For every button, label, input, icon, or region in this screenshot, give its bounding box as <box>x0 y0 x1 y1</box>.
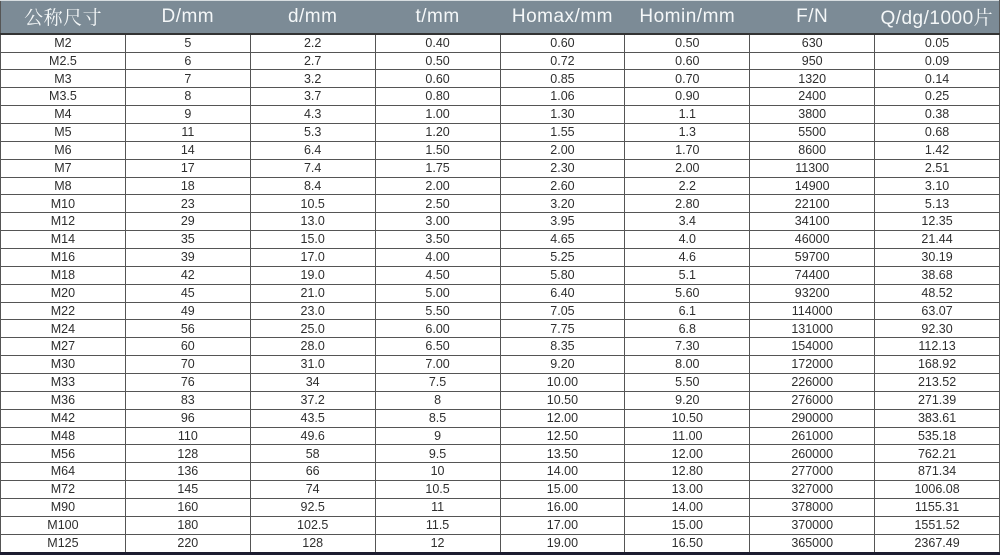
table-cell: M3.5 <box>1 88 126 106</box>
table-cell: M3 <box>1 70 126 88</box>
table-cell: 17.00 <box>500 516 625 534</box>
table-cell: 12.00 <box>500 409 625 427</box>
table-cell: 383.61 <box>875 409 1000 427</box>
table-cell: 16.50 <box>625 534 750 553</box>
table-cell: 1551.52 <box>875 516 1000 534</box>
table-cell: 37.2 <box>250 391 375 409</box>
table-row <box>1 409 1000 427</box>
table-cell: 630 <box>750 34 875 53</box>
table-cell: 3.2 <box>250 70 375 88</box>
table-cell: 276000 <box>750 391 875 409</box>
table-cell: 49 <box>125 302 250 320</box>
table-row <box>1 427 1000 445</box>
table-cell: 2.2 <box>625 177 750 195</box>
table-cell: 92.5 <box>250 499 375 517</box>
table-cell: 9.5 <box>375 445 500 463</box>
table-cell: 0.70 <box>625 70 750 88</box>
table-cell: M14 <box>1 231 126 249</box>
column-header-F-N: F/N <box>750 1 875 34</box>
table-row <box>1 88 1000 106</box>
table-cell: 11.00 <box>625 427 750 445</box>
table-cell: 10 <box>375 463 500 481</box>
table-cell: 1155.31 <box>875 499 1000 517</box>
table-cell: 290000 <box>750 409 875 427</box>
table-cell: 0.60 <box>375 70 500 88</box>
table-row <box>1 373 1000 391</box>
table-cell: M90 <box>1 499 126 517</box>
table-cell: 9.20 <box>625 391 750 409</box>
table-cell: 535.18 <box>875 427 1000 445</box>
table-cell: 63.07 <box>875 302 1000 320</box>
table-cell: 7.30 <box>625 338 750 356</box>
table-cell: 220 <box>125 534 250 553</box>
table-cell: 136 <box>125 463 250 481</box>
table-cell: 23 <box>125 195 250 213</box>
table-row <box>1 320 1000 338</box>
table-cell: 93200 <box>750 284 875 302</box>
table-cell: 4.0 <box>625 231 750 249</box>
table-cell: 28.0 <box>250 338 375 356</box>
table-cell: M22 <box>1 302 126 320</box>
table-cell: 6.1 <box>625 302 750 320</box>
table-cell: 365000 <box>750 534 875 553</box>
table-cell: 3.00 <box>375 213 500 231</box>
table-cell: 38.68 <box>875 266 1000 284</box>
table-cell: 2.2 <box>250 34 375 53</box>
table-cell: 128 <box>125 445 250 463</box>
table-cell: 114000 <box>750 302 875 320</box>
table-cell: 370000 <box>750 516 875 534</box>
table-cell: 1.06 <box>500 88 625 106</box>
table-cell: 6.40 <box>500 284 625 302</box>
table-cell: 5 <box>125 34 250 53</box>
table-cell: 5.00 <box>375 284 500 302</box>
table-cell: 15.00 <box>500 481 625 499</box>
table-cell: 5.1 <box>625 266 750 284</box>
table-cell: 2.7 <box>250 52 375 70</box>
table-cell: 15.0 <box>250 231 375 249</box>
table-cell: M20 <box>1 284 126 302</box>
table-cell: 21.44 <box>875 231 1000 249</box>
table-cell: 7.75 <box>500 320 625 338</box>
table-row <box>1 123 1000 141</box>
table-cell: M56 <box>1 445 126 463</box>
column-header-D-mm: D/mm <box>125 1 250 34</box>
table-cell: 7.4 <box>250 159 375 177</box>
table-cell: 13.00 <box>625 481 750 499</box>
table-cell: 3800 <box>750 106 875 124</box>
table-cell: 1.00 <box>375 106 500 124</box>
table-cell: 14900 <box>750 177 875 195</box>
column-header-t-mm: t/mm <box>375 1 500 34</box>
table-cell: 34100 <box>750 213 875 231</box>
table-cell: 6 <box>125 52 250 70</box>
table-header-row <box>1 1 1000 34</box>
column-header-d-mm: d/mm <box>250 1 375 34</box>
table-row <box>1 481 1000 499</box>
table-cell: M2 <box>1 34 126 53</box>
table-cell: 58 <box>250 445 375 463</box>
table-row <box>1 231 1000 249</box>
table-cell: 4.65 <box>500 231 625 249</box>
table-cell: 3.4 <box>625 213 750 231</box>
column-header-homax-mm: Homax/mm <box>500 1 625 34</box>
table-cell: 5.13 <box>875 195 1000 213</box>
table-cell: 1006.08 <box>875 481 1000 499</box>
table-cell: 21.0 <box>250 284 375 302</box>
table-cell: 0.72 <box>500 52 625 70</box>
table-cell: 14.00 <box>625 499 750 517</box>
table-cell: 3.7 <box>250 88 375 106</box>
table-cell: 1.50 <box>375 141 500 159</box>
table-cell: 226000 <box>750 373 875 391</box>
table-cell: 8.35 <box>500 338 625 356</box>
table-cell: 45 <box>125 284 250 302</box>
table-cell: 12 <box>375 534 500 553</box>
table-row <box>1 52 1000 70</box>
table-cell: M72 <box>1 481 126 499</box>
table-cell: 35 <box>125 231 250 249</box>
table-body <box>1 34 1000 554</box>
table-cell: 34 <box>250 373 375 391</box>
table-cell: 10.50 <box>625 409 750 427</box>
table-cell: 5500 <box>750 123 875 141</box>
table-cell: 0.38 <box>875 106 1000 124</box>
table-cell: 60 <box>125 338 250 356</box>
table-cell: 74 <box>250 481 375 499</box>
table-cell: 6.50 <box>375 338 500 356</box>
table-cell: 29 <box>125 213 250 231</box>
table-cell: 25.0 <box>250 320 375 338</box>
table-cell: 0.09 <box>875 52 1000 70</box>
table-cell: 871.34 <box>875 463 1000 481</box>
table-cell: 11.5 <box>375 516 500 534</box>
table-row <box>1 266 1000 284</box>
table-cell: 9.20 <box>500 356 625 374</box>
table-cell: 3.95 <box>500 213 625 231</box>
table-cell: 5.50 <box>375 302 500 320</box>
table-cell: M36 <box>1 391 126 409</box>
table-cell: 7.5 <box>375 373 500 391</box>
table-cell: 8.5 <box>375 409 500 427</box>
table-cell: 327000 <box>750 481 875 499</box>
table-cell: 154000 <box>750 338 875 356</box>
table-cell: 70 <box>125 356 250 374</box>
table-row <box>1 195 1000 213</box>
table-cell: 2.00 <box>500 141 625 159</box>
table-cell: 7.00 <box>375 356 500 374</box>
table-cell: 4.00 <box>375 248 500 266</box>
table-cell: 4.3 <box>250 106 375 124</box>
table-cell: M12 <box>1 213 126 231</box>
table-cell: 10.00 <box>500 373 625 391</box>
table-cell: 7 <box>125 70 250 88</box>
table-cell: 10.5 <box>250 195 375 213</box>
table-cell: 74400 <box>750 266 875 284</box>
table-cell: 66 <box>250 463 375 481</box>
table-cell: M33 <box>1 373 126 391</box>
table-cell: 8.4 <box>250 177 375 195</box>
table-cell: M100 <box>1 516 126 534</box>
table-cell: 9 <box>125 106 250 124</box>
table-cell: M27 <box>1 338 126 356</box>
table-cell: 0.80 <box>375 88 500 106</box>
table-cell: 83 <box>125 391 250 409</box>
table-cell: M7 <box>1 159 126 177</box>
table-cell: 11 <box>125 123 250 141</box>
table-cell: 19.00 <box>500 534 625 553</box>
table-cell: 59700 <box>750 248 875 266</box>
table-cell: 0.60 <box>500 34 625 53</box>
table-cell: M24 <box>1 320 126 338</box>
table-cell: 46000 <box>750 231 875 249</box>
table-cell: 0.90 <box>625 88 750 106</box>
table-cell: 42 <box>125 266 250 284</box>
table-cell: 2367.49 <box>875 534 1000 553</box>
table-cell: 8 <box>125 88 250 106</box>
table-cell: 1.1 <box>625 106 750 124</box>
table-cell: 1.55 <box>500 123 625 141</box>
table-cell: 15.00 <box>625 516 750 534</box>
table-cell: 17 <box>125 159 250 177</box>
table-cell: 2400 <box>750 88 875 106</box>
table-cell: 271.39 <box>875 391 1000 409</box>
table-row <box>1 177 1000 195</box>
table-cell: 0.85 <box>500 70 625 88</box>
table-row <box>1 302 1000 320</box>
table-cell: 0.50 <box>375 52 500 70</box>
table-cell: 12.00 <box>625 445 750 463</box>
table-cell: M5 <box>1 123 126 141</box>
table-row <box>1 391 1000 409</box>
table-cell: 8.00 <box>625 356 750 374</box>
table-cell: 10.50 <box>500 391 625 409</box>
table-cell: 172000 <box>750 356 875 374</box>
table-cell: 112.13 <box>875 338 1000 356</box>
table-row <box>1 284 1000 302</box>
table-cell: 31.0 <box>250 356 375 374</box>
table-row <box>1 499 1000 517</box>
table-cell: 2.60 <box>500 177 625 195</box>
column-header-homin-mm: Homin/mm <box>625 1 750 34</box>
table-cell: 6.00 <box>375 320 500 338</box>
table-cell: 110 <box>125 427 250 445</box>
table-cell: 0.40 <box>375 34 500 53</box>
table-cell: 43.5 <box>250 409 375 427</box>
table-row <box>1 141 1000 159</box>
table-cell: 5.50 <box>625 373 750 391</box>
table-cell: M2.5 <box>1 52 126 70</box>
table-cell: 5.60 <box>625 284 750 302</box>
table-row <box>1 516 1000 534</box>
table-cell: M30 <box>1 356 126 374</box>
table-cell: 5.3 <box>250 123 375 141</box>
table-cell: 6.4 <box>250 141 375 159</box>
table-cell: 12.80 <box>625 463 750 481</box>
table-row <box>1 213 1000 231</box>
table-cell: 2.80 <box>625 195 750 213</box>
table-cell: 23.0 <box>250 302 375 320</box>
table-cell: 9 <box>375 427 500 445</box>
table-cell: M64 <box>1 463 126 481</box>
table-cell: 1.30 <box>500 106 625 124</box>
table-cell: 0.68 <box>875 123 1000 141</box>
table-cell: 3.50 <box>375 231 500 249</box>
table-cell: 7.05 <box>500 302 625 320</box>
table-row <box>1 338 1000 356</box>
table-cell: 49.6 <box>250 427 375 445</box>
table-cell: 2.51 <box>875 159 1000 177</box>
table-cell: M48 <box>1 427 126 445</box>
column-header-nominal-size: 公称尺寸 <box>1 1 126 34</box>
table-cell: M42 <box>1 409 126 427</box>
table-cell: 11300 <box>750 159 875 177</box>
table-cell: 261000 <box>750 427 875 445</box>
table-cell: 180 <box>125 516 250 534</box>
table-cell: 950 <box>750 52 875 70</box>
table-row <box>1 463 1000 481</box>
table-cell: M4 <box>1 106 126 124</box>
table-cell: 762.21 <box>875 445 1000 463</box>
table-cell: 2.00 <box>625 159 750 177</box>
table-cell: 4.6 <box>625 248 750 266</box>
table-cell: 11 <box>375 499 500 517</box>
table-row <box>1 70 1000 88</box>
table-row <box>1 159 1000 177</box>
table-cell: 14 <box>125 141 250 159</box>
table-cell: 2.50 <box>375 195 500 213</box>
table-cell: M18 <box>1 266 126 284</box>
table-cell: 0.05 <box>875 34 1000 53</box>
table-row <box>1 445 1000 463</box>
table-cell: 1320 <box>750 70 875 88</box>
table-cell: 1.3 <box>625 123 750 141</box>
table-cell: 0.25 <box>875 88 1000 106</box>
table-cell: M16 <box>1 248 126 266</box>
table-cell: 76 <box>125 373 250 391</box>
table-cell: 22100 <box>750 195 875 213</box>
table-cell: 1.70 <box>625 141 750 159</box>
table-cell: 10.5 <box>375 481 500 499</box>
table-cell: M125 <box>1 534 126 553</box>
table-row <box>1 34 1000 53</box>
table-cell: 17.0 <box>250 248 375 266</box>
table-cell: 18 <box>125 177 250 195</box>
table-cell: 145 <box>125 481 250 499</box>
table-cell: 3.10 <box>875 177 1000 195</box>
table-row <box>1 356 1000 374</box>
table-header <box>1 1 1000 34</box>
table-cell: 8600 <box>750 141 875 159</box>
table-cell: 378000 <box>750 499 875 517</box>
table-cell: 5.80 <box>500 266 625 284</box>
table-cell: 0.60 <box>625 52 750 70</box>
table-row <box>1 248 1000 266</box>
table-cell: 96 <box>125 409 250 427</box>
table-cell: 0.14 <box>875 70 1000 88</box>
table-cell: 30.19 <box>875 248 1000 266</box>
table-cell: 128 <box>250 534 375 553</box>
table-cell: 0.50 <box>625 34 750 53</box>
table-cell: 92.30 <box>875 320 1000 338</box>
table-cell: 1.20 <box>375 123 500 141</box>
table-cell: 260000 <box>750 445 875 463</box>
table-cell: 48.52 <box>875 284 1000 302</box>
table-cell: 6.8 <box>625 320 750 338</box>
table-cell: 5.25 <box>500 248 625 266</box>
table-cell: 1.42 <box>875 141 1000 159</box>
table-cell: M10 <box>1 195 126 213</box>
table-cell: 19.0 <box>250 266 375 284</box>
table-cell: 2.30 <box>500 159 625 177</box>
table-cell: 1.75 <box>375 159 500 177</box>
table-cell: M8 <box>1 177 126 195</box>
table-cell: 4.50 <box>375 266 500 284</box>
table-cell: 39 <box>125 248 250 266</box>
table-cell: 168.92 <box>875 356 1000 374</box>
table-cell: 12.35 <box>875 213 1000 231</box>
table-cell: 2.00 <box>375 177 500 195</box>
table-cell: 277000 <box>750 463 875 481</box>
column-header-Q-dg-1000: Q/dg/1000片 <box>875 1 1000 34</box>
table-cell: 8 <box>375 391 500 409</box>
table-cell: 12.50 <box>500 427 625 445</box>
table-cell: 16.00 <box>500 499 625 517</box>
table-cell: 56 <box>125 320 250 338</box>
table-cell: 131000 <box>750 320 875 338</box>
table-cell: 13.0 <box>250 213 375 231</box>
table-row <box>1 106 1000 124</box>
table-cell: 3.20 <box>500 195 625 213</box>
table-cell: 13.50 <box>500 445 625 463</box>
table-cell: 213.52 <box>875 373 1000 391</box>
table-row <box>1 534 1000 553</box>
table-cell: 14.00 <box>500 463 625 481</box>
table-cell: 102.5 <box>250 516 375 534</box>
table-cell: 160 <box>125 499 250 517</box>
table-cell: M6 <box>1 141 126 159</box>
